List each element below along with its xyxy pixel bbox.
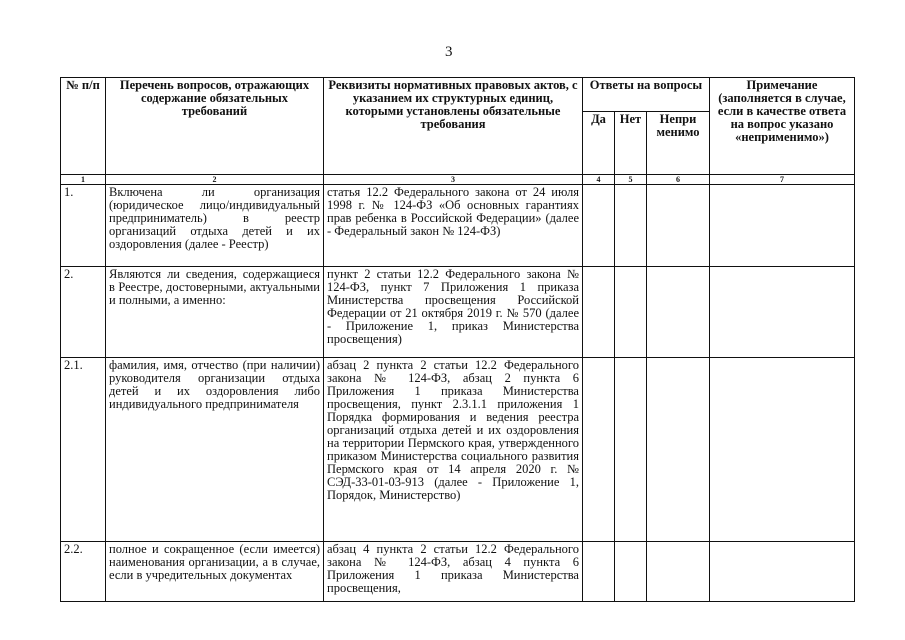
answer-no-cell[interactable]: [615, 267, 647, 358]
header-not-applicable: Непри менимо: [647, 112, 710, 175]
header-answers: Ответы на вопросы: [583, 78, 710, 112]
row-number: 2.1.: [61, 358, 106, 542]
header-number: № п/п: [61, 78, 106, 175]
answer-yes-cell[interactable]: [583, 267, 615, 358]
row-question: полное и сокращенное (если имеется) наименования организации, а в случае, если в учредительных документах: [106, 542, 324, 602]
header-note: Примечание (заполняется в случае, если в качестве ответа на вопрос указано «неприменимо»): [710, 78, 855, 175]
header-questions: Перечень вопросов, отражающих содержание обязательных требований: [106, 78, 324, 175]
table-row: [61, 267, 855, 358]
answer-yes-cell[interactable]: [583, 358, 615, 542]
row-question: Являются ли сведения, содержащиеся в Реестре, достоверными, актуальными и полными, а именно:: [106, 267, 324, 358]
table-row: [61, 185, 855, 267]
note-cell[interactable]: [710, 185, 855, 267]
row-number: 1.: [61, 185, 106, 267]
answer-no-cell[interactable]: [615, 358, 647, 542]
answer-not-applicable-cell[interactable]: [647, 185, 710, 267]
answer-not-applicable-cell[interactable]: [647, 267, 710, 358]
answer-yes-cell[interactable]: [583, 185, 615, 267]
column-numbers-row: [61, 175, 855, 185]
column-number: 4: [583, 175, 615, 185]
column-number: 6: [647, 175, 710, 185]
row-requisites: абзац 4 пункта 2 статьи 12.2 Федерального закона № 124-ФЗ, абзац 4 пункта 6 Приложения 1 приказа Министерства просвещения,: [324, 542, 583, 602]
table-header-row: [61, 78, 855, 112]
answer-no-cell[interactable]: [615, 542, 647, 602]
table-row: [61, 542, 855, 602]
row-requisites: пункт 2 статьи 12.2 Федерального закона № 124-ФЗ, пункт 7 Приложения 1 приказа Министерства просвещения Российской Федерации от 21 октября 2019 г. № 570 (далее - Приложение 1, приказ Министерства просвещения): [324, 267, 583, 358]
note-cell[interactable]: [710, 358, 855, 542]
table-row: [61, 358, 855, 542]
page-number: 3: [445, 44, 453, 60]
note-cell[interactable]: [710, 542, 855, 602]
row-requisites: абзац 2 пункта 2 статьи 12.2 Федерального закона № 124-ФЗ, абзац 2 пункта 6 Приложения 1 приказа Министерства просвещения, пункт 2.3.1.1 приложения 1 Порядка формирования и ведения реестра организаций отдыха детей и их оздоровления на территории Пермского края, утвержденного приказом Министерства социального развития Пермского края от 14 апреля 2020 г. № СЭД-33-01-03-913 (далее - Приложение 1, Порядок, Министерство): [324, 358, 583, 542]
column-number: 7: [710, 175, 855, 185]
answer-not-applicable-cell[interactable]: [647, 542, 710, 602]
answer-no-cell[interactable]: [615, 185, 647, 267]
column-number: 2: [106, 175, 324, 185]
column-number: 1: [61, 175, 106, 185]
answer-yes-cell[interactable]: [583, 542, 615, 602]
column-number: 5: [615, 175, 647, 185]
header-requisites: Реквизиты нормативных правовых актов, с указанием их структурных единиц, которыми установлены обязательные требования: [324, 78, 583, 175]
note-cell[interactable]: [710, 267, 855, 358]
answer-not-applicable-cell[interactable]: [647, 358, 710, 542]
row-requisites: статья 12.2 Федерального закона от 24 июля 1998 г. № 124-ФЗ «Об основных гарантиях прав ребенка в Российской Федерации» (далее - Федеральный закон № 124-ФЗ): [324, 185, 583, 267]
row-number: 2.: [61, 267, 106, 358]
header-yes: Да: [583, 112, 615, 175]
column-number: 3: [324, 175, 583, 185]
row-question: фамилия, имя, отчество (при наличии) руководителя организации отдыха детей и их оздоровления либо индивидуального предпринимателя: [106, 358, 324, 542]
row-question: Включена ли организация (юридическое лицо/индивидуальный предприниматель) в реестр организаций отдыха детей и их оздоровления (далее - Реестр): [106, 185, 324, 267]
checklist-table: [60, 77, 855, 602]
header-no: Нет: [615, 112, 647, 175]
row-number: 2.2.: [61, 542, 106, 602]
